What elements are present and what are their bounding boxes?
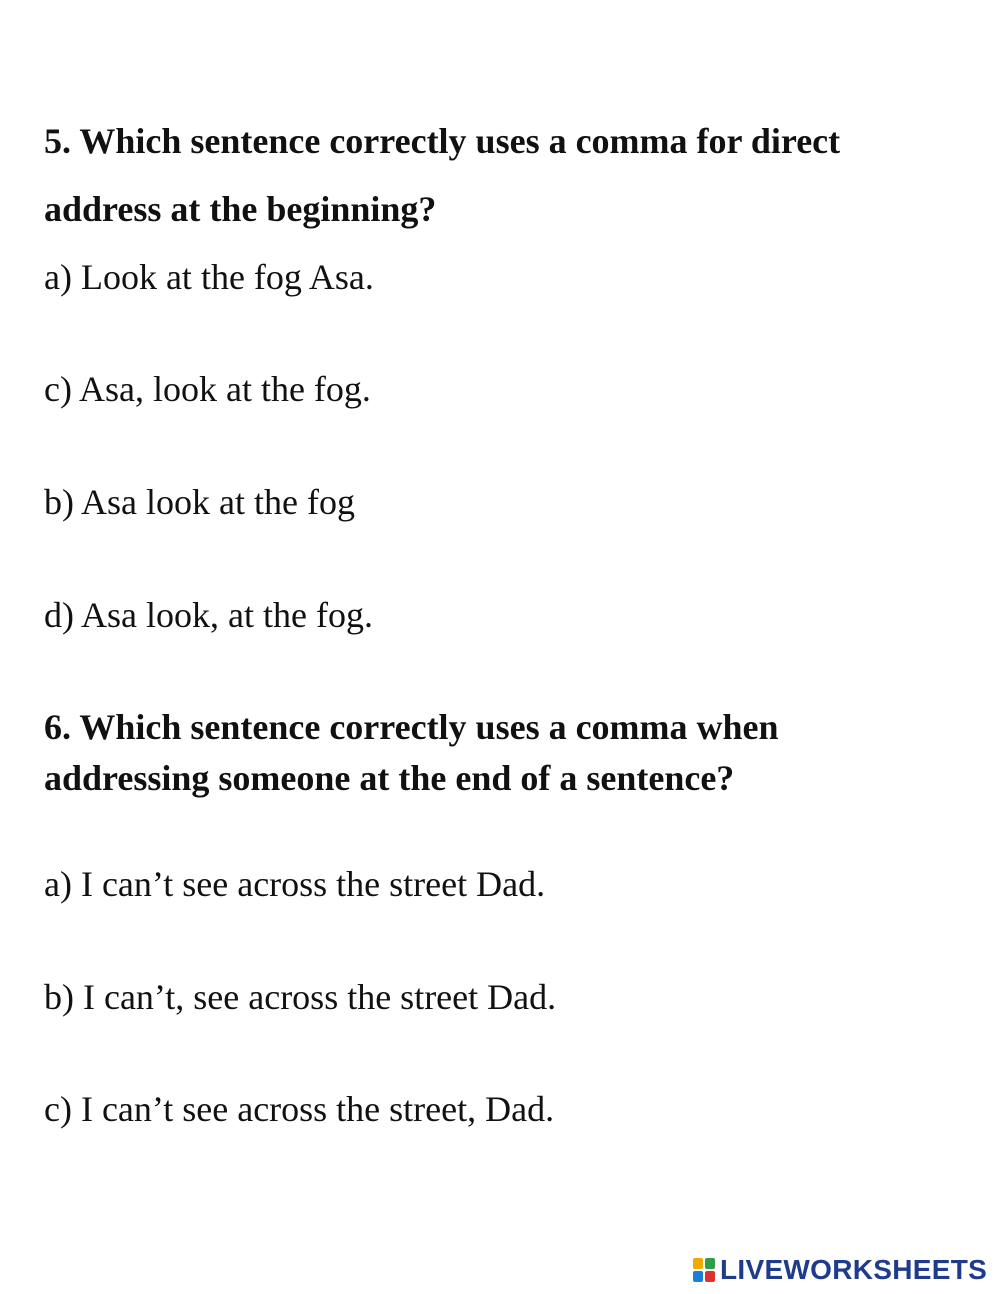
question-5-option-c[interactable]: c) Asa, look at the fog. [44,369,371,409]
liveworksheets-brand [692,1253,987,1287]
question-5-title-line-2: address at the beginning? [44,189,437,229]
question-5-option-a[interactable]: a) Look at the fog Asa. [44,257,374,297]
liveworksheets-logo-icon [692,1257,716,1283]
question-6-title-line-1: 6. Which sentence correctly uses a comma when [44,707,779,747]
logo-square-3 [693,1271,703,1282]
liveworksheets-wordmark: LIVEWORKSHEETS [720,1254,988,1285]
question-5-option-b[interactable]: b) Asa look at the fog [44,482,355,522]
question-6-option-a[interactable]: a) I can’t see across the street Dad. [44,864,546,904]
question-6-title-line-2: addressing someone at the end of a sentence? [44,758,735,798]
question-5-title-line-1: 5. Which sentence correctly uses a comma for direct [44,121,841,161]
question-6-option-c[interactable]: c) I can’t see across the street, Dad. [44,1089,555,1129]
logo-square-4 [705,1271,715,1282]
question-6-option-b[interactable]: b) I can’t, see across the street Dad. [44,977,557,1017]
question-5-option-d[interactable]: d) Asa look, at the fog. [44,595,373,635]
logo-square-1 [693,1258,703,1269]
logo-square-2 [705,1258,715,1269]
